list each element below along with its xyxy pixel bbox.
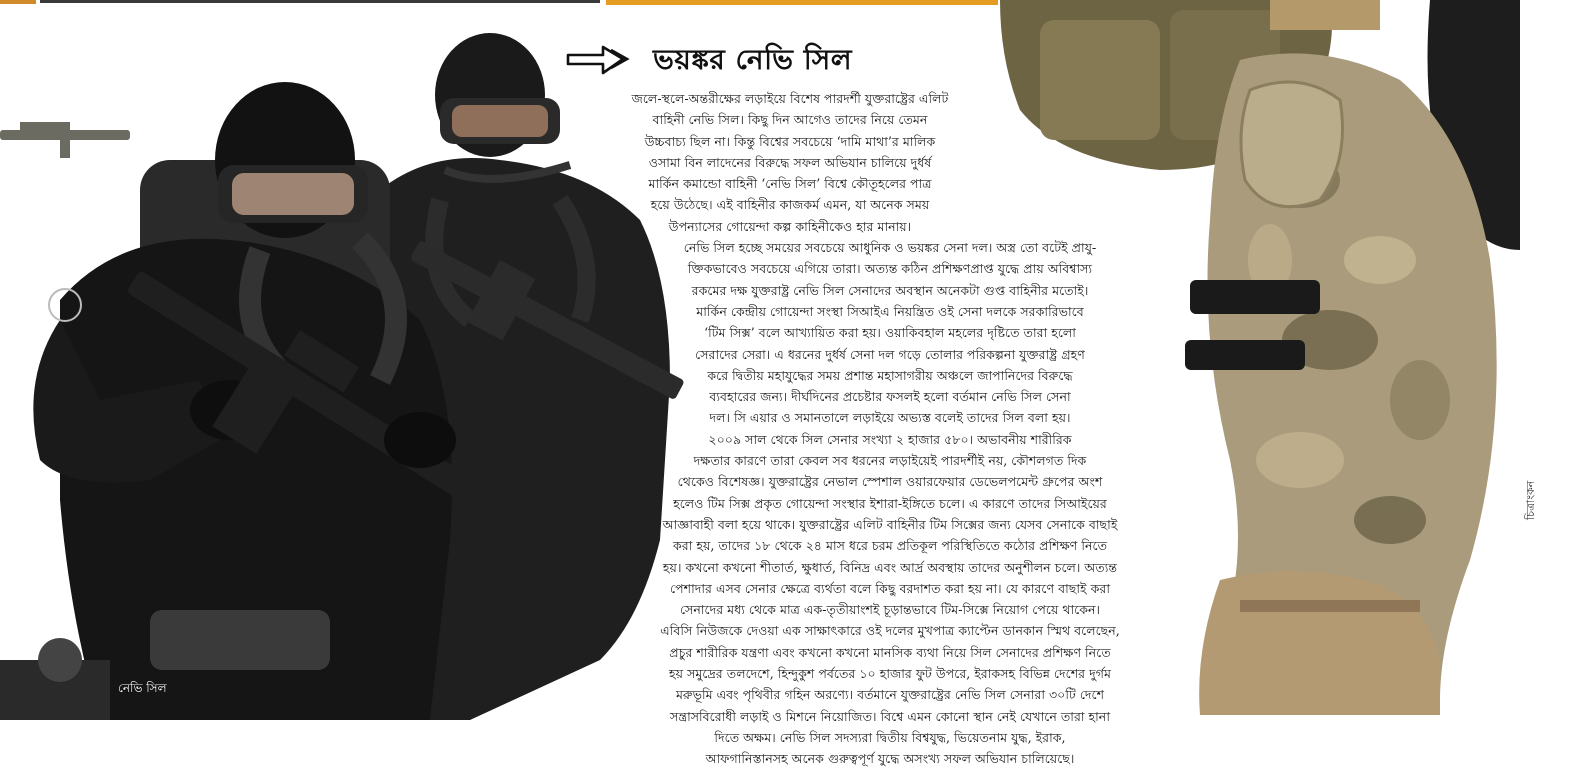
- article-line: উচ্চবাচ্য ছিল না। কিন্তু বিশ্বের সবচেয়ে ‘দামি মাথা’র মালিক: [644, 133, 936, 149]
- article-line: হয়। কখনো কখনো শীতার্ত, ক্ষুধার্ত, বিনিদ্র এবং আর্দ্র অবস্থায় তাদের অনুশীলন চলে। অত্যন্ত: [662, 559, 1118, 575]
- top-accent-bar-middle: [40, 0, 600, 3]
- headline-title: ভয়ঙ্কর নেভি সিল: [653, 42, 853, 76]
- article-line: মার্কিন কমান্ডো বাহিনী ‘নেভি সিল’ বিশ্বে কৌতূহলের পাত্র: [648, 176, 932, 192]
- article-line: মরুভূমি এবং পৃথিবীর গহিন অরণ্যে। বর্তমানে যুক্তরাষ্ট্রের নেভি সিল সেনারা ৩০টি দেশে: [675, 687, 1105, 703]
- article-line: নেভি সিল হচ্ছে সময়ের সবচেয়ে আধুনিক ও ভয়ঙ্কর সেনা দল। অস্ত্র তো বটেই প্রাযু-: [683, 240, 1097, 256]
- top-accent-bar-right: [606, 0, 998, 5]
- article-line: মার্কিন কেন্দ্রীয় গোয়েন্দা সংস্থা সিআইএ নিয়ন্ত্রিত ওই সেনা দলকে সরকারিভাবে: [696, 303, 1084, 319]
- article-line: বাহিনী নেভি সিল। কিছু দিন আগেও তাদের নিয়ে তেমন: [652, 112, 928, 128]
- top-accent-bar-left: [0, 0, 36, 4]
- article-line: সন্ত্রাসবিরোধী লড়াই ও মিশনে নিয়োজিত। বিশ্বে এমন কোনো স্থান নেই যেখানে তারা হানা: [670, 708, 1110, 724]
- article-line: হলেও টিম সিক্স প্রকৃত গোয়েন্দা সংস্থার ইশারা-ইঙ্গিতে চলে। এ কারণে তাদের সিআইয়ের: [673, 495, 1107, 511]
- article-line: হয় সমুদ্রের তলদেশে, হিন্দুকুশ পর্বতের ১০ হাজার ফুট উপরে, ইরাকসহ বিভিন্ন দেশের দুর্গম: [669, 666, 1111, 682]
- headline: [565, 40, 852, 82]
- article-line: এবিসি নিউজকে দেওয়া এক সাক্ষাৎকারে ওই দলের মুখপাত্র ক্যাপ্টেন ডানকান স্মিথ বলেছেন,: [660, 623, 1120, 639]
- article-line: হয়ে উঠেছে। এই বাহিনীর কাজকর্ম এমন, যা অনেক সময়: [650, 197, 930, 213]
- article-line: রকমের দক্ষ যুক্তরাষ্ট্র নেভি সিল সেনাদের অবস্থান অনেকটা গুপ্ত বাহিনীর মতোই।: [691, 282, 1089, 298]
- article-line: দল। সি এয়ার ও সমানতালে লড়াইয়ে অভ্যস্ত বলেই তাদের সিল বলা হয়।: [709, 410, 1071, 426]
- article-line: করা হয়, তাদের ১৮ থেকে ২৪ মাস ধরে চরম প্রতিকূল পরিস্থিতিতে কঠোর প্রশিক্ষণ নিতে: [672, 538, 1108, 554]
- article-line: জলে-স্থলে-অন্তরীক্ষের লড়াইয়ে বিশেষ পারদর্শী যুক্তরাষ্ট্রের এলিট: [631, 91, 949, 106]
- artist-credit: চিত্রাংকন: [1524, 480, 1537, 520]
- article-line: আজ্ঞাবাহী বলা হয়ে থাকে। যুক্তরাষ্ট্রের এলিট বাহিনীর টিম সিক্সের জন্য যেসব সেনাকে বাছাই: [662, 516, 1118, 532]
- article-line: ওসামা বিন লাদেনের বিরুদ্ধে সফল অভিযান চালিয়ে দুর্ধর্ষ: [648, 154, 932, 170]
- right-arrow-icon: [565, 44, 631, 78]
- article-line: ২০০৯ সাল থেকে সিল সেনার সংখ্যা ২ হাজার ৫৮০। অভাবনীয় শারীরিক: [708, 431, 1072, 447]
- photo-caption: নেভি সিল: [118, 681, 167, 695]
- article-line: থেকেও বিশেষজ্ঞ। যুক্তরাষ্ট্রের নেভাল স্পেশাল ওয়ারফেয়ার ডেভেলপমেন্ট গ্রুপের অংশ: [677, 474, 1103, 490]
- article-line: সেনাদের মধ্য থেকে মাত্র এক-তৃতীয়াংশই চূড়ান্তভাবে টিম-সিক্সে নিয়োগ পেয়ে থাকেন।: [679, 602, 1101, 618]
- article-line: ‘টিম সিক্স’ বলে আখ্যায়িত করা হয়। ওয়াকিবহাল মহলের দৃষ্টিতে তারা হলো: [704, 325, 1076, 341]
- article-line: সেরাদের সেরা। এ ধরনের দুর্ধর্ষ সেনা দল গড়ে তোলার পরিকল্পনা যুক্তরাষ্ট্র গ্রহণ: [695, 346, 1085, 362]
- article-line: করে দ্বিতীয় মহাযুদ্ধের সময় প্রশান্ত মহাসাগরীয় অঞ্চলে জাপানিদের বিরুদ্ধে: [707, 367, 1073, 383]
- article-line: দক্ষতার কারণে তারা কেবল সব ধরনের লড়াইয়েই পারদর্শীই নয়, কৌশলগত দিক: [693, 453, 1087, 469]
- article-line: পেশাদার এসব সেনার ক্ষেত্রে ব্যর্থতা বলে কিছু বরদাশত করা হয় না। যে কারণে বাছাই করা: [670, 580, 1110, 596]
- article-line: ক্তিকভাবেও সবচেয়ে এগিয়ে তারা। অত্যন্ত কঠিন প্রশিক্ষণপ্রাপ্ত যুদ্ধে প্রায় অবিশ্বাস্য: [687, 261, 1093, 277]
- article-line: আফগানিস্তানসহ অনেক গুরুত্বপূর্ণ যুদ্ধে অসংখ্য সফল অভিযান চালিয়েছে।: [705, 751, 1075, 767]
- article-line: দিতে অক্ষম। নেভি সিল সদস্যরা দ্বিতীয় বিশ্বযুদ্ধ, ভিয়েতনাম যুদ্ধ, ইরাক,: [714, 729, 1066, 745]
- article-line: ব্যবহারের জন্য। দীর্ঘদিনের প্রচেষ্টার ফসলই হলো বর্তমান নেভি সিল সেনা: [709, 389, 1071, 405]
- article-line: প্রচুর শারীরিক যন্ত্রণা এবং কখনো কখনো মানসিক ব্যথা নিয়ে সিল সেনাদের প্রশিক্ষণ নিতে: [669, 644, 1111, 660]
- article-body: [560, 88, 1220, 770]
- article-line: উপন্যাসের গোয়েন্দা কল্প কাহিনীকেও হার মানায়।: [668, 218, 912, 234]
